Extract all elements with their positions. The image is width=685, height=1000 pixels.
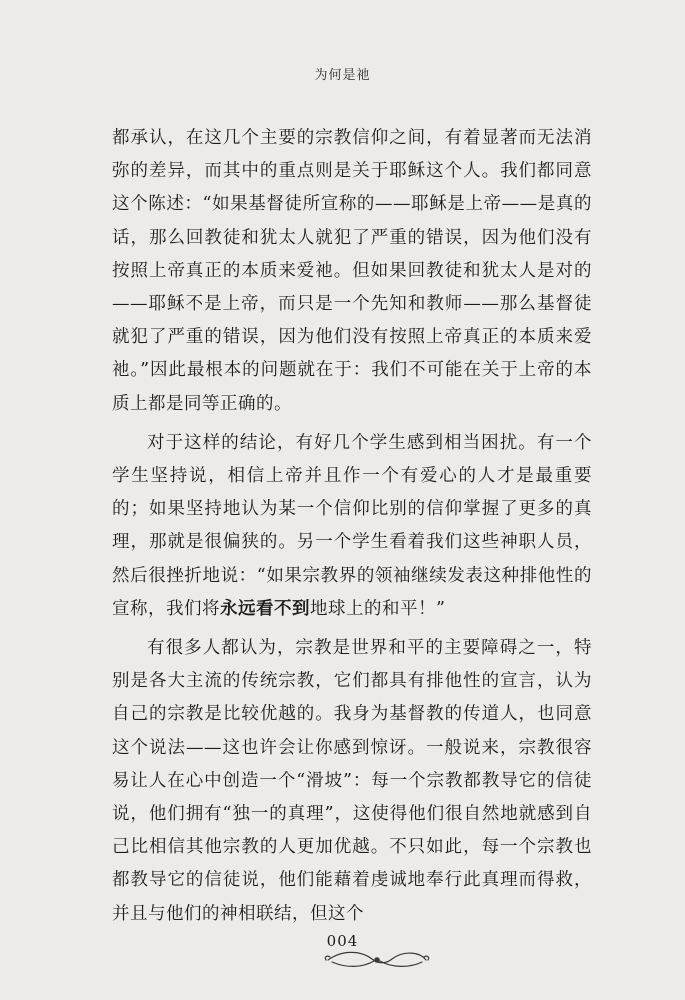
body-text (112, 122, 592, 937)
paragraph-2-emphasis: 永远看不到 (220, 598, 310, 619)
paragraph-3: 有很多人都认为，宗教是世界和平的主要障碍之一，特别是各大主流的传统宗教，它们都具有排他性的宣言，认为自己的宗教是比较优越的。我身为基督教的传道人，也同意这个说法——这也许会让你感到惊讶。一般说来，宗教很容易让人在心中创造一个“滑坡”：每一个宗教都教导它的信徒说，他们拥有“独一的真理”，这使得他们很自然地就感到自己比相信其他宗教的人更加优越。不只如此，每一个宗教也都教导它的信徒说，他们能藉着虔诚地奉行此真理而得救，并且与他们的神相联结，但这个 (112, 638, 592, 924)
paragraph-1: 都承认，在这几个主要的宗教信仰之间，有着显著而无法消弥的差异，而其中的重点则是关于耶稣这个人。我们都同意这个陈述：“如果基督徒所宣称的——耶稣是上帝——是真的话，那么回教徒和犹太人就犯了严重的错误，因为他们没有按照上帝真正的本质来爱祂。但如果回教徒和犹太人是对的——耶稣不是上帝，而只是一个先知和教师——那么基督徒就犯了严重的错误，因为他们没有按照上帝真正的本质来爱祂。”因此最根本的问题就在于：我们不可能在关于上帝的本质上都是同等正确的。 (112, 128, 592, 414)
page-number: 004 (326, 932, 359, 950)
paragraph-2-text: 对于这样的结论，有好几个学生感到相当困扰。有一个学生坚持说，相信上帝并且作一个有爱心的人才是最重要的；如果坚持地认为某一个信仰比别的信仰掌握了更多的真理，那就是很偏狭的。另一个学生看着我们这些神职人员，然后很挫折地说：“如果宗教界的领袖继续发表这种排他性的宣称，我们将 (112, 432, 592, 619)
paragraph-2-text-end: 地球上的和平！” (310, 598, 446, 619)
scroll-flourish-icon (322, 946, 432, 972)
running-title: 为何是祂 (314, 68, 371, 83)
paragraph-2 (112, 427, 592, 626)
